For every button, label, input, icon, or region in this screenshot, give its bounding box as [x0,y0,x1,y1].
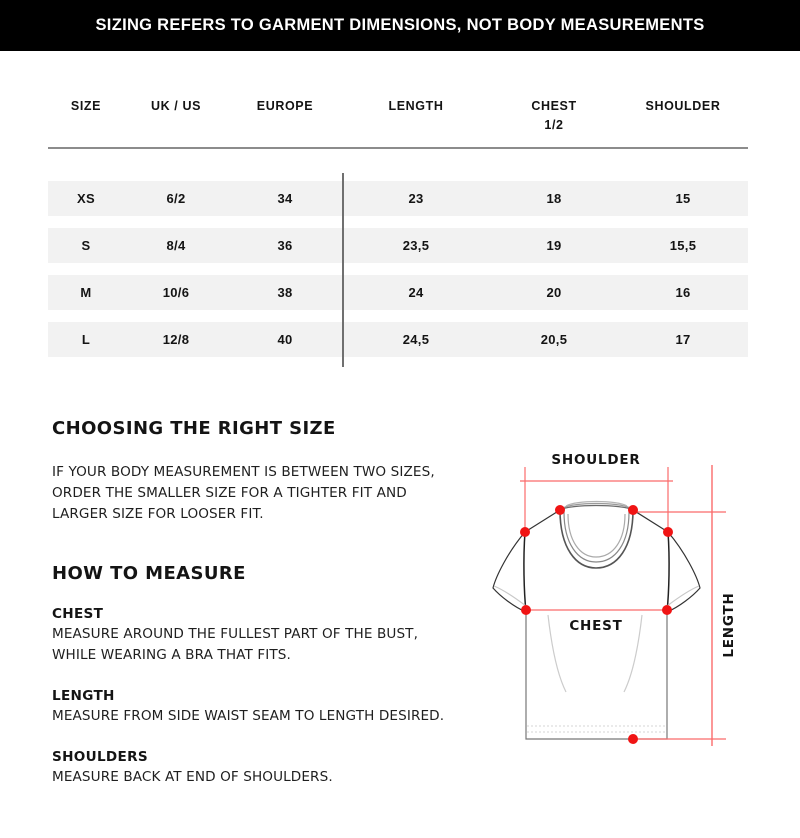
column-header-shoulder [618,85,748,116]
cell-length: 24 [408,285,424,300]
size-chart-table [48,85,748,357]
cell-europe: 34 [277,191,293,206]
tshirt-collar-top [560,506,633,511]
point-left-neck [555,505,565,515]
point-hem-length [628,734,638,744]
measure-item-length-copy: MEASURE FROM SIDE WAIST SEAM TO LENGTH DESIRED. [52,708,445,724]
measure-item-length [52,688,452,727]
length-dimension-label: LENGTH [721,592,737,658]
table-header-row [48,85,748,147]
choosing-size-copy: IF YOUR BODY MEASUREMENT IS BETWEEN TWO SIZES, ORDER THE SMALLER SIZE FOR A TIGHTER FIT AND LARGER SIZE FOR LOOSER FIT. [52,464,435,522]
point-left-shoulder-outer [520,527,530,537]
cell-europe: 38 [277,285,293,300]
column-header-europe-label: EUROPE [256,99,314,113]
table-body [48,181,748,357]
tshirt-collar-inner [564,512,629,562]
cell-uk-us: 6/2 [166,191,186,206]
cell-length: 23 [408,191,424,206]
column-header-europe [228,85,342,116]
column-header-chest-label: CHEST [531,99,577,113]
tshirt-right-shoulder-seam [633,510,668,532]
cell-shoulder: 15 [675,191,691,206]
cell-uk-us: 12/8 [162,332,190,347]
column-header-uk-us [124,85,228,116]
tshirt-left-shoulder-seam [525,510,560,532]
cell-chest: 19 [546,238,562,253]
measure-item-chest-copy: MEASURE AROUND THE FULLEST PART OF THE BUST, WHILE WEARING A BRA THAT FITS. [52,626,419,663]
point-left-chest [521,605,531,615]
column-header-size [48,85,124,116]
cell-shoulder: 15,5 [669,238,697,253]
cell-chest: 18 [546,191,562,206]
cell-length: 23,5 [402,238,430,253]
column-header-length-label: LENGTH [388,99,444,113]
cell-uk-us: 8/4 [166,238,186,253]
cell-length: 24,5 [402,332,430,347]
how-to-measure-title: HOW TO MEASURE [52,563,246,584]
measure-item-shoulders [52,749,452,788]
sizing-banner [0,0,800,51]
measure-item-chest [52,606,452,666]
banner-title: SIZING REFERS TO GARMENT DIMENSIONS, NOT BODY MEASUREMENTS [95,16,705,34]
sizing-guidance-column [52,418,452,788]
cell-europe: 36 [277,238,293,253]
column-header-uk-us-label: UK / US [150,99,202,113]
tshirt-left-sleeve-inner [524,532,526,612]
cell-size: S [81,238,91,253]
table-row [48,322,748,357]
tshirt-collar-rib-1 [568,514,625,557]
measure-item-length-heading: LENGTH [52,688,115,704]
point-right-shoulder-outer [663,527,673,537]
cell-chest: 20 [546,285,562,300]
choosing-size-title: CHOOSING THE RIGHT SIZE [52,418,336,439]
measure-item-chest-heading: CHEST [52,606,104,622]
cell-chest: 20,5 [540,332,568,347]
cell-size: M [80,285,92,300]
point-right-neck [628,505,638,515]
table-row [48,275,748,310]
column-header-size-label: SIZE [70,99,102,113]
column-header-chest-sublabel: 1/2 [544,118,564,132]
cell-uk-us: 10/6 [162,285,190,300]
measure-item-shoulders-copy: MEASURE BACK AT END OF SHOULDERS. [52,769,333,785]
table-row [48,228,748,263]
tshirt-left-sleeve-outer [493,532,526,612]
tshirt-fold-right [624,615,642,692]
cell-shoulder: 16 [675,285,691,300]
chest-dimension-label: CHEST [569,618,623,634]
tshirt-right-sleeve-outer [667,532,700,612]
tshirt-right-sleeve-inner [667,532,669,612]
table-group-divider [342,173,344,367]
cell-size: XS [77,191,95,206]
tshirt-collar-outer [560,510,633,568]
cell-europe: 40 [277,332,293,347]
cell-size: L [81,332,91,347]
column-header-shoulder-label: SHOULDER [645,99,721,113]
cell-shoulder: 17 [675,332,691,347]
shoulder-dimension-label: SHOULDER [551,452,641,468]
table-row [48,181,748,216]
column-header-chest [490,85,618,135]
tshirt-measurement-diagram [490,440,800,760]
point-right-chest [662,605,672,615]
measure-item-shoulders-heading: SHOULDERS [52,749,148,765]
column-header-length [342,85,490,116]
tshirt-fold-left [548,615,566,692]
table-header-rule [48,147,748,149]
